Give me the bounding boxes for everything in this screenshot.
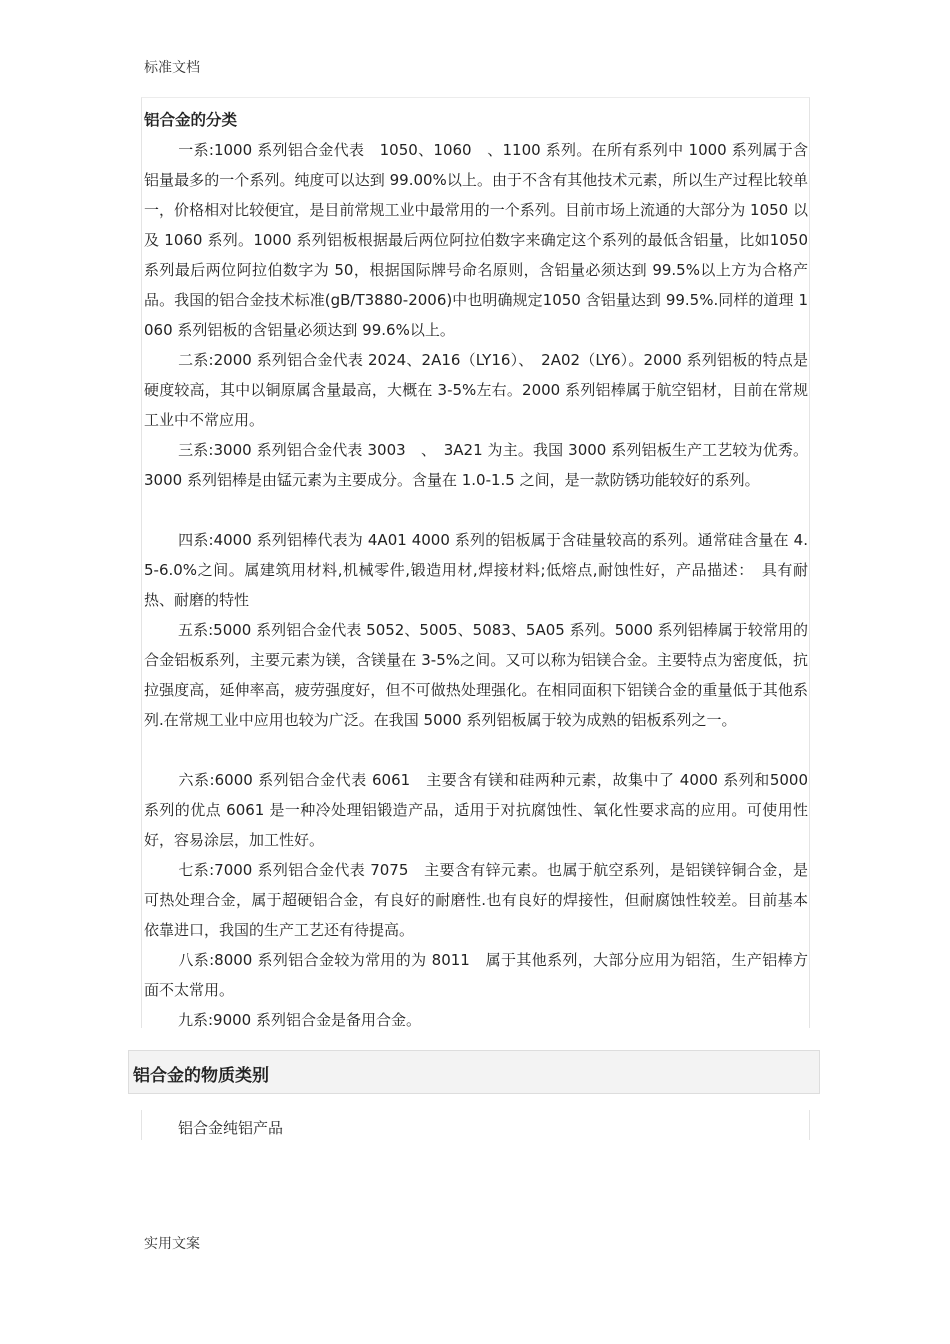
paragraph-series-1 (144, 135, 808, 345)
paragraph-text: 四系:4000 系列铝棒代表为 4A01 4000 系列的铝板属于含硅量较高的系列。通常硅含量在 4.5-6.0%之间。属建筑用材料,机械零件,锻造用材,焊接材料;低熔点,耐蚀性好，产品描述： 具有耐热、耐磨的特性 (144, 531, 808, 609)
section-heading-bar (128, 1050, 820, 1094)
paragraph-text: 二系:2000 系列铝合金代表 2024、2A16（LY16）、 2A02（LY6）。2000 系列铝板的特点是硬度较高，其中以铜原属含量最高，大概在 3-5%左右。2000 系列铝棒属于航空铝材，目前在常规工业中不常应用。 (144, 351, 808, 429)
paragraph-text: 五系:5000 系列铝合金代表 5052、5005、5083、5A05 系列。5000 系列铝棒属于较常用的合金铝板系列，主要元素为镁，含镁量在 3-5%之间。又可以称为铝镁合金。主要特点为密度低，抗拉强度高，延伸率高，疲劳强度好，但不可做热处理强化。在相同面积下铝镁合金的重量低于其他系列.在常规工业中应用也较为广泛。在我国 5000 系列铝板属于较为成熟的铝板系列之一。 (144, 621, 808, 729)
paragraph-text: 七系:7000 系列铝合金代表 7075 主要含有锌元素。也属于航空系列，是铝镁锌铜合金，是可热处理合金，属于超硬铝合金，有良好的耐磨性.也有良好的焊接性，但耐腐蚀性较差。目前基本依靠进口，我国的生产工艺还有待提高。 (144, 861, 808, 939)
paragraph-series-2 (144, 345, 808, 435)
paragraph-series-5 (144, 615, 808, 735)
page-header: 标准文档 (144, 60, 200, 76)
paragraph-text: 九系:9000 系列铝合金是备用合金。 (178, 1011, 421, 1029)
paragraph-series-7 (144, 855, 808, 945)
paragraph-text: 八系:8000 系列铝合金较为常用的为 8011 属于其他系列，大部分应用为铝箔，生产铝棒方面不太常用。 (144, 951, 808, 999)
paragraph-series-6 (144, 765, 808, 855)
paragraph-text: 六系:6000 系列铝合金代表 6061 主要含有镁和硅两种元素，故集中了 4000 系列和5000 系列的优点 6061 是一种冷处理铝锻造产品，适用于对抗腐蚀性、氧化性要求高的应用。可使用性好，容易涂层，加工性好。 (144, 771, 808, 849)
paragraph-text: 三系:3000 系列铝合金代表 3003 、 3A21 为主。我国 3000 系列铝板生产工艺较为优秀。3000 系列铝棒是由锰元素为主要成分。含量在 1.0-1.5 之间，是一款防锈功能较好的系列。 (144, 441, 808, 489)
paragraph-series-9 (144, 1005, 808, 1035)
paragraph-series-8 (144, 945, 808, 1005)
subsection-item: 铝合金纯铝产品 (178, 1119, 284, 1137)
page-footer: 实用文案 (144, 1236, 200, 1252)
paragraph-text: 一系:1000 系列铝合金代表 1050、1060 、1100 系列。在所有系列中 1000 系列属于含铝量最多的一个系列。纯度可以达到 99.00%以上。由于不含有其他技术元素，所以生产过程比较单一，价格相对比较便宜，是目前常规工业中最常用的一个系列。目前市场上流通的大部分为 1050 以及 1060 系列。1000 系列铝板根据最后两位阿拉伯数字来确定这个系列的最低含铝量，比如1050 系列最后两位阿拉伯数字为 50，根据国际牌号命名原则，含铝量必须达到 99.5%以上方为合格产品。我国的铝合金技术标准(gB/T3880-2006)中也明确规定1050 含铝量达到 99.5%.同样的道理 1060 系列铝板的含铝量必须达到 99.6%以上。 (144, 141, 808, 339)
section-title: 铝合金的分类 (144, 111, 238, 129)
paragraph-series-4 (144, 525, 808, 615)
paragraph-series-3 (144, 435, 808, 495)
section-heading: 铝合金的物质类别 (133, 1066, 269, 1086)
